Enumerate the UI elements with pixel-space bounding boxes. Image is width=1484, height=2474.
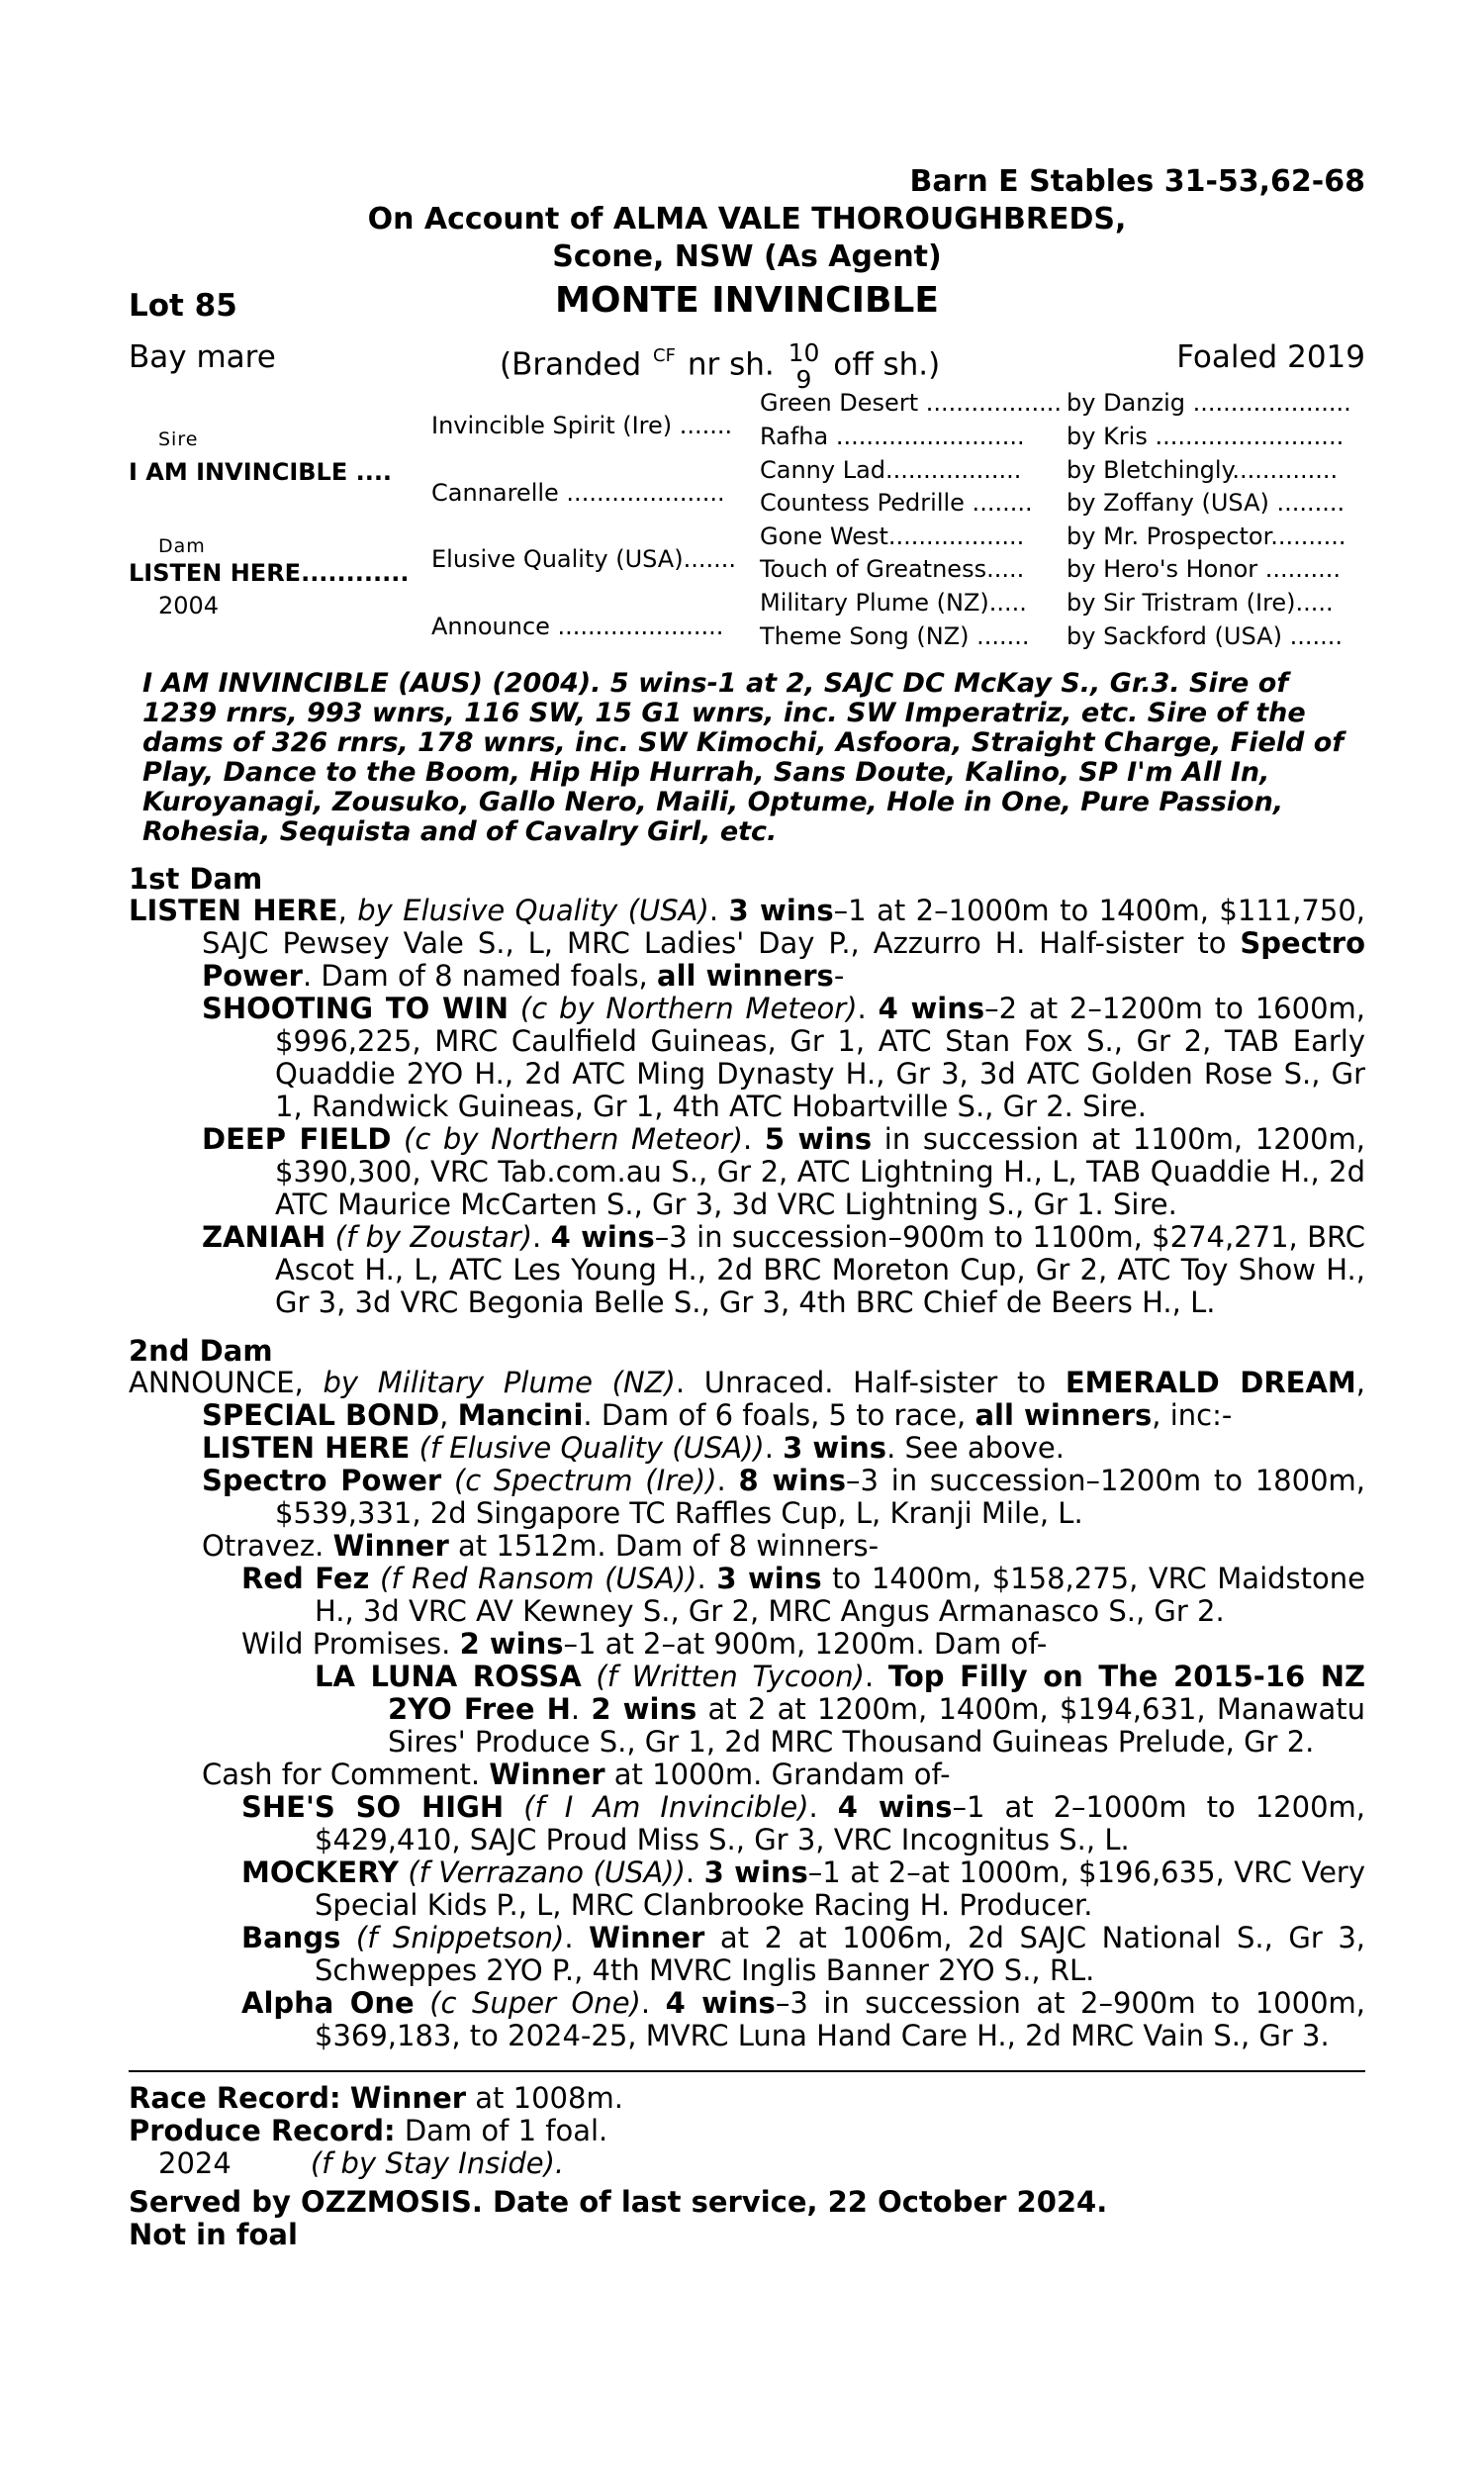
foal-entry: SHOOTING TO WIN (c by Northern Meteor). 4 wins–2 at 2–1200m to 1600m, $996,225, MRC Caulfield Guineas, Gr 1, ATC Stan Fox S., Gr 2, TAB Early Quaddie 2YO H., 2d ATC Ming Dynasty H., Gr 3, 3d ATC Golden Rose S., Gr 1, Randwick Guineas, Gr 1, 4th ATC Hobartville S., Gr 2. Sire. [202,992,1365,1123]
ancestor: Canny Lad.................. [760,456,1022,484]
foal-entry: Wild Promises. 2 wins–1 at 2–at 900m, 1200m. Dam of- [241,1627,1048,1661]
ancestor-sire: by Kris ......................... [1067,423,1345,450]
sire-name: I AM INVINCIBLE .... [129,458,393,486]
dam-label: Dam [158,535,206,557]
foal-entry: Cash for Comment. Winner at 1000m. Grandam of- [202,1758,951,1791]
ancestor-sire: by Bletchingly.............. [1067,456,1339,484]
dam-sire: Elusive Quality (USA)....... [431,545,736,573]
pedigree-table [129,389,1365,661]
ancestor: Green Desert .................. [760,389,1063,417]
foaled-year: Foaled 2019 [1176,339,1365,375]
dam-dam: Announce ...................... [431,613,724,640]
sire-dam: Cannarelle ..................... [431,479,725,507]
catalogue-page [129,163,1365,2251]
ancestor-sire: by Mr. Prospector.......... [1067,523,1346,550]
ancestor: Military Plume (NZ)..... [760,589,1027,617]
foal-status: Not in foal [129,2218,298,2251]
brand-description: (Branded CF nr sh. 10 9 off sh.) [500,338,941,394]
produce-record: Produce Record: Dam of 1 foal. [129,2114,608,2147]
foal-entry: DEEP FIELD (c by Northern Meteor). 5 wins in succession at 1100m, 1200m, $390,300, VRC Tab.com.au S., Gr 2, ATC Lightning H., L, TAB Quaddie H., 2d ATC Maurice McCarten S., Gr 3, 3d VRC Lightning S., Gr 1. Sire. [202,1122,1366,1221]
foal-entry: Bangs (f Snippetson). Winner at 2 at 1006m, 2d SAJC National S., Gr 3, Schweppes 2YO P., 4th MVRC Inglis Banner 2YO S., RL. [241,1921,1366,1987]
stables-line: Barn E Stables 31-53,62-68 [909,164,1365,199]
ancestor: Rafha ......................... [760,423,1025,450]
race-record: Race Record: Winner at 1008m. [129,2081,623,2115]
foal-entry: Otravez. Winner at 1512m. Dam of 8 winners- [202,1529,880,1563]
lot-row [129,280,1365,328]
dam-name: LISTEN HERE............ [129,559,410,587]
ancestor-sire: by Danzig ..................... [1067,389,1351,417]
foal-entry: ZANIAH (f by Zoustar). 4 wins–3 in succession–900m to 1100m, $274,271, BRC Ascot H., L, ATC Les Young H., 2d BRC Moreton Cup, Gr 2, ATC Toy Show H., Gr 3, 3d VRC Begonia Belle S., Gr 3, 4th BRC Chief de Beers H., L. [202,1220,1366,1319]
foal-entry: MOCKERY (f Verrazano (USA)). 3 wins–1 at 2–at 1000m, $196,635, VRC Very Special Kids P., L, MRC Clanbrooke Racing H. Producer. [241,1856,1366,1922]
vendor-line: On Account of ALMA VALE THOROUGHBREDS, [367,202,1127,237]
color-sex: Bay mare [129,339,276,375]
location-line: Scone, NSW (As Agent) [552,239,942,274]
foal-entry: SHE'S SO HIGH (f I Am Invincible). 4 wins–1 at 2–1000m to 1200m, $429,410, SAJC Proud Miss S., Gr 3, VRC Incognitus S., L. [241,1790,1365,1856]
ancestor: Countess Pedrille ........ [760,489,1033,517]
foal-entry: Red Fez (f Red Ransom (USA)). 3 wins to 1400m, $158,275, VRC Maidstone H., 3d VRC AV Kewney S., Gr 2, MRC Angus Armanasco S., Gr 2. [241,1562,1365,1628]
divider [129,2070,1365,2072]
ancestor: Theme Song (NZ) ....... [760,622,1030,650]
foal-entry: LA LUNA ROSSA (f Written Tycoon). Top Filly on The 2015-16 NZ 2YO Free H. 2 wins at 2 at 1200m, 1400m, $194,631, Manawatu Sires' Produce S., Gr 1, 2d MRC Thousand Guineas Prelude, Gr 2. [315,1660,1366,1759]
description-row [129,328,1365,394]
foal-entry: Alpha One (c Super One). 4 wins–3 in succession at 2–900m to 1000m, $369,183, to 2024-25, MVRC Luna Hand Care H., 2d MRC Vain S., Gr 3. [241,1986,1365,2052]
ancestor: Touch of Greatness..... [760,555,1025,583]
ancestor-sire: by Zoffany (USA) ......... [1067,489,1345,517]
service-line: Served by OZZMOSIS. Date of last service, 22 October 2024. [129,2185,1108,2219]
sire-label: Sire [158,428,199,450]
first-dam-entry: LISTEN HERE, by Elusive Quality (USA). 3 wins–1 at 2–1000m to 1400m, $111,750, SAJC Pewsey Vale S., L, MRC Ladies' Day P., Azzurro H. Half-sister to Spectro Power. Dam of 8 named foals, all winners- [129,894,1365,993]
ancestor: Gone West.................. [760,523,1025,550]
sire-sire: Invincible Spirit (Ire) ....... [431,412,733,439]
produce-foal: 2024 (f by Stay Inside). [158,2146,565,2180]
lot-number: Lot 85 [129,288,237,324]
first-dam-heading: 1st Dam [129,862,263,896]
horse-name: MONTE INVINCIBLE [555,280,939,321]
second-dam-heading: 2nd Dam [129,1334,273,1368]
second-dam-entry: ANNOUNCE, by Military Plume (NZ). Unraced. Half-sister to EMERALD DREAM, SPECIAL BOND, Mancini. Dam of 6 foals, 5 to race, all winners, inc:- [129,1366,1365,1432]
brand-number: 10 9 [788,338,820,394]
ancestor-sire: by Sir Tristram (Ire)..... [1067,589,1334,617]
dam-year: 2004 [158,592,220,619]
foal-entry: LISTEN HERE (f Elusive Quality (USA)). 3 wins. See above. [202,1431,1065,1465]
brand-mark-icon: CF [653,344,676,366]
foal-entry: Spectro Power (c Spectrum (Ire)). 8 wins–3 in succession–1200m to 1800m, $539,331, 2d Singapore TC Raffles Cup, L, Kranji Mile, L. [202,1464,1365,1530]
ancestor-sire: by Hero's Honor .......... [1067,555,1342,583]
sire-commentary: I AM INVINCIBLE (AUS) (2004). 5 wins-1 at 2, SAJC DC McKay S., Gr.3. Sire of 1239 rnrs, 993 wnrs, 116 SW, 15 G1 wnrs, inc. SW Imperatriz, etc. Sire of the dams of 326 rnrs, 178 wnrs, inc. SW Kimochi, Asfoora, Straight Charge, Field of Play, Dance to the Boom, Hip Hip Hurrah, Sans Doute, Kalino, SP I'm All In, Kuroyanagi, Zousuko, Gallo Nero, Maili, Optume, Hole in One, Pure Passion, Rohesia, Sequista and of Cavalry Girl, etc. [142,668,1345,847]
ancestor-sire: by Sackford (USA) ....... [1067,622,1343,650]
